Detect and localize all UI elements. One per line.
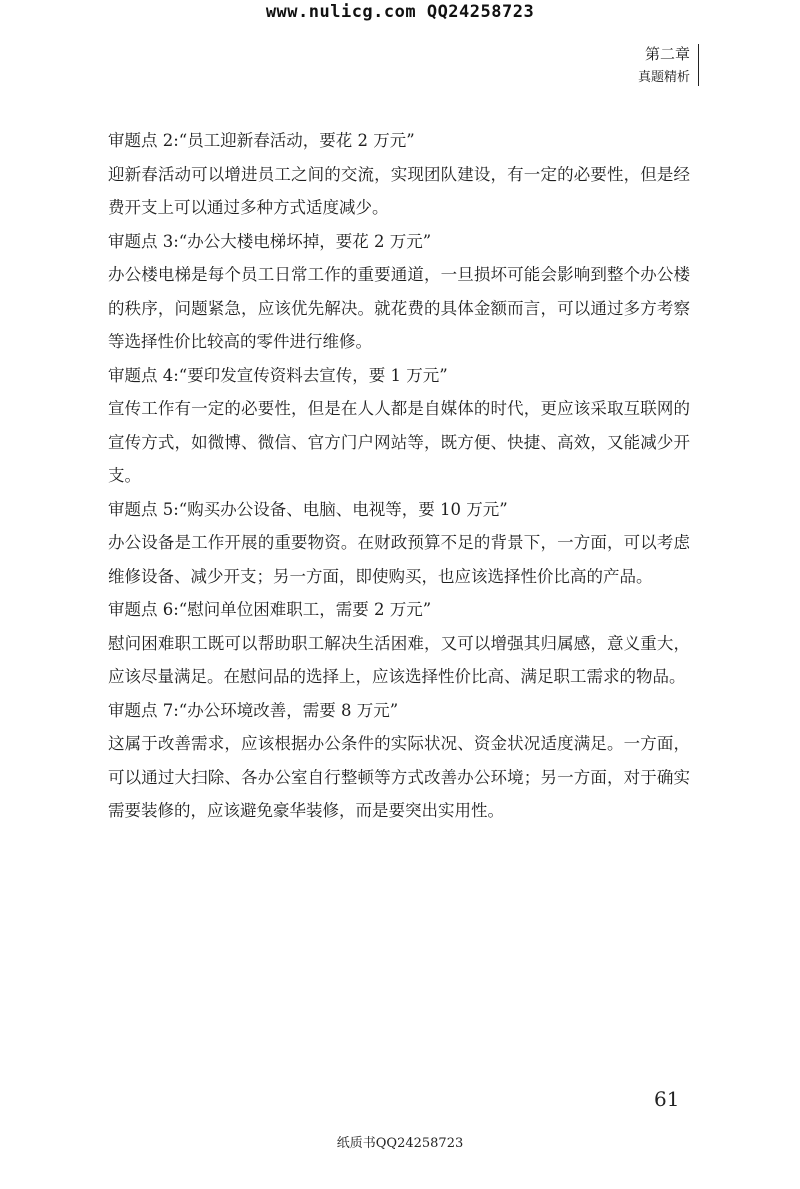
item-3	[108, 225, 690, 359]
item-body: 办公设备是工作开展的重要物资。在财政预算不足的背景下，一方面，可以考虑维修设备、减少开支；另一方面，即使购买，也应该选择性价比高的产品。	[108, 533, 690, 586]
item-2	[108, 124, 690, 225]
bottom-watermark: 纸质书QQ24258723	[336, 1136, 464, 1151]
item-4	[108, 359, 690, 493]
item-body: 宣传工作有一定的必要性，但是在人人都是自媒体的时代，更应该采取互联网的宣传方式，如微博、微信、官方门户网站等，既方便、快捷、高效，又能减少开支。	[108, 399, 690, 485]
item-body: 办公楼电梯是每个员工日常工作的重要通道，一旦损坏可能会影响到整个办公楼的秩序，问题紧急，应该优先解决。就花费的具体金额而言，可以通过多方考察等选择性价比较高的零件进行维修。	[108, 265, 690, 351]
item-body: 迎新春活动可以增进员工之间的交流，实现团队建设，有一定的必要性，但是经费开支上可以通过多种方式适度减少。	[108, 164, 690, 217]
item-6	[108, 593, 690, 694]
item-heading: 审题点 2:“员工迎新春活动，要花 2 万元”	[108, 131, 415, 150]
item-heading: 审题点 6:“慰问单位困难职工，需要 2 万元”	[108, 600, 432, 619]
item-5	[108, 493, 690, 594]
chapter-divider	[698, 44, 699, 86]
section-title: 真题精析	[637, 70, 690, 85]
chapter-title: 第二章	[644, 45, 690, 63]
item-heading: 审题点 4:“要印发宣传资料去宣传，要 1 万元”	[108, 365, 448, 385]
page-number: 61	[654, 1087, 680, 1111]
item-7	[108, 694, 690, 828]
item-body: 慰问困难职工既可以帮助职工解决生活困难，又可以增强其归属感，意义重大，应该尽量满足。在慰问品的选择上，应该选择性价比高、满足职工需求的物品。	[108, 633, 690, 686]
chapter-header	[638, 42, 690, 90]
item-heading: 审题点 7:“办公环境改善，需要 8 万元”	[108, 700, 399, 720]
top-watermark: www.nulicg.com QQ24258723	[265, 2, 535, 22]
item-heading: 审题点 3:“办公大楼电梯坏掉，要花 2 万元”	[108, 231, 432, 251]
item-heading: 审题点 5:“购买办公设备、电脑、电视等，要 10 万元”	[108, 499, 508, 519]
main-content	[108, 124, 690, 828]
item-body: 这属于改善需求，应该根据办公条件的实际状况、资金状况适度满足。一方面，可以通过大扫除、各办公室自行整顿等方式改善办公环境；另一方面，对于确实需要装修的，应该避免豪华装修，而是要突出实用性。	[108, 734, 690, 820]
